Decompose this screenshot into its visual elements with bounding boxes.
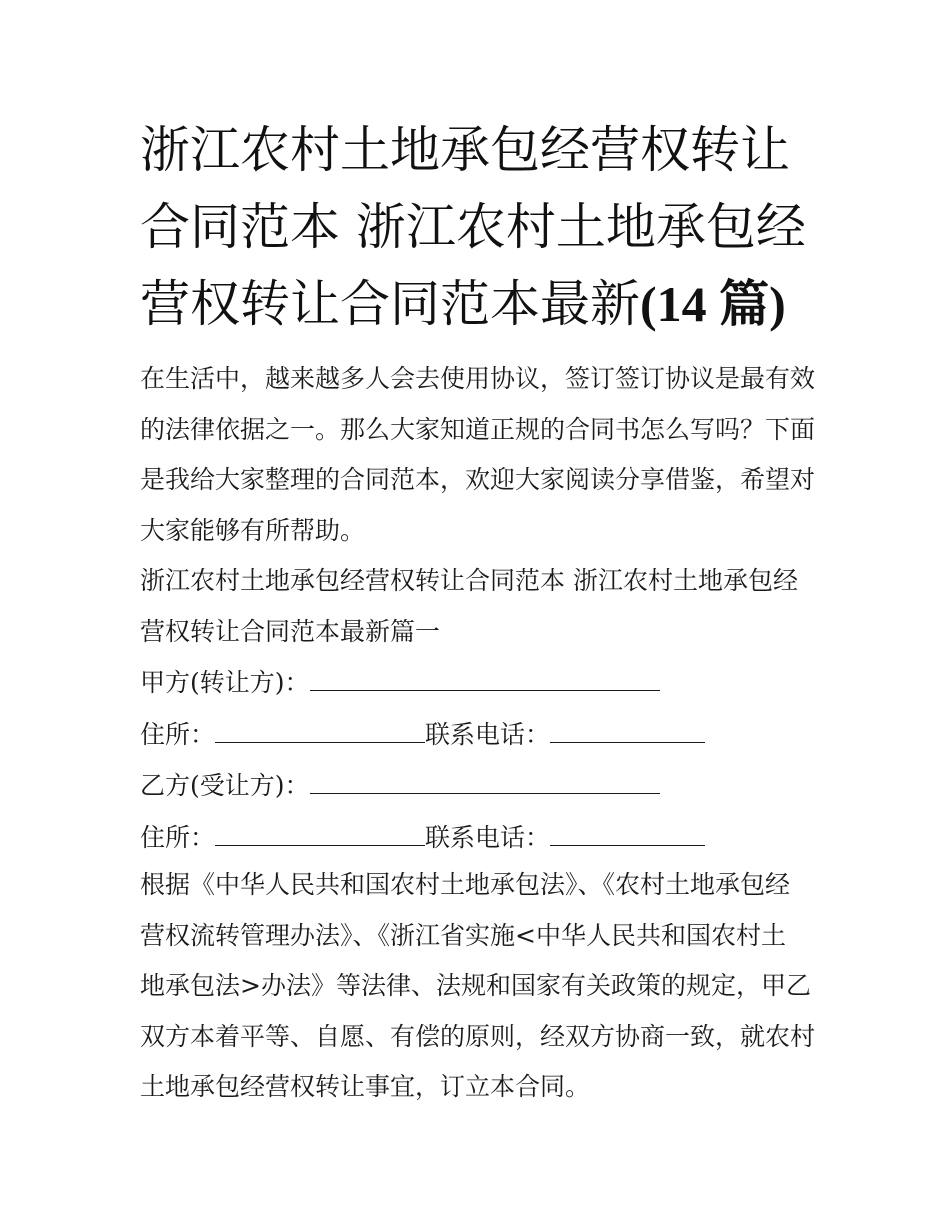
address-label: 住所： [140,719,216,749]
preamble-line: 根据《中华人民共和国农村土地承包法》、《农村土地承包经 [140,870,791,899]
intro-line: 的法律依据之一。那么大家知道正规的合同书怎么写吗？下面 [140,414,816,444]
preamble-line: 地承包法>办法》等法律、法规和国家有关政策的规定，甲乙 [140,971,811,1000]
preamble-paragraph [140,860,820,1113]
party-b-label: 乙方(受让方)： [140,771,310,800]
title-count: (14 篇) [640,276,786,332]
address-label: 住所： [140,822,216,852]
intro-line: 在生活中，越来越多人会去使用协议，签订签订协议是最有效 [140,364,816,393]
party-a-label: 甲方(转让方)： [140,668,310,697]
phone-blank [550,709,705,743]
title-line-3 [140,266,820,343]
intro-line: 大家能够有所帮助。 [140,515,366,545]
title-line-1: 浙江农村土地承包经营权转让 [140,121,790,179]
title-line-2: 合同范本 浙江农村土地承包经 [140,198,806,256]
address-blank [215,812,425,846]
party-a-contact-row [140,709,820,761]
section-heading-line: 营权转让合同范本最新篇一 [140,616,441,646]
intro-line: 是我给大家整理的合同范本，欢迎大家阅读分享借鉴，希望对 [140,465,816,494]
party-b-contact-row [140,812,820,864]
phone-blank [550,812,705,846]
document-title [140,112,820,343]
address-blank [215,709,425,743]
section-heading-line: 浙江农村土地承包经营权转让合同范本 浙江农村土地承包经 [140,566,798,595]
party-fields [140,657,820,863]
party-a-blank [310,657,660,691]
intro-paragraph [140,354,820,556]
phone-label: 联系电话： [425,822,551,852]
title-line-3-text: 营权转让合同范本最新 [140,275,640,333]
phone-label: 联系电话： [425,719,551,749]
party-b-row [140,760,820,812]
party-a-row [140,657,820,709]
preamble-line: 营权流转管理办法》、《浙江省实施<中华人民共和国农村土 [140,920,786,950]
section-heading [140,556,820,657]
party-b-blank [310,760,660,794]
preamble-line: 土地承包经营权转让事宜，订立本合同。 [140,1072,591,1101]
preamble-line: 双方本着平等、自愿、有偿的原则，经双方协商一致，就农村 [140,1021,816,1051]
